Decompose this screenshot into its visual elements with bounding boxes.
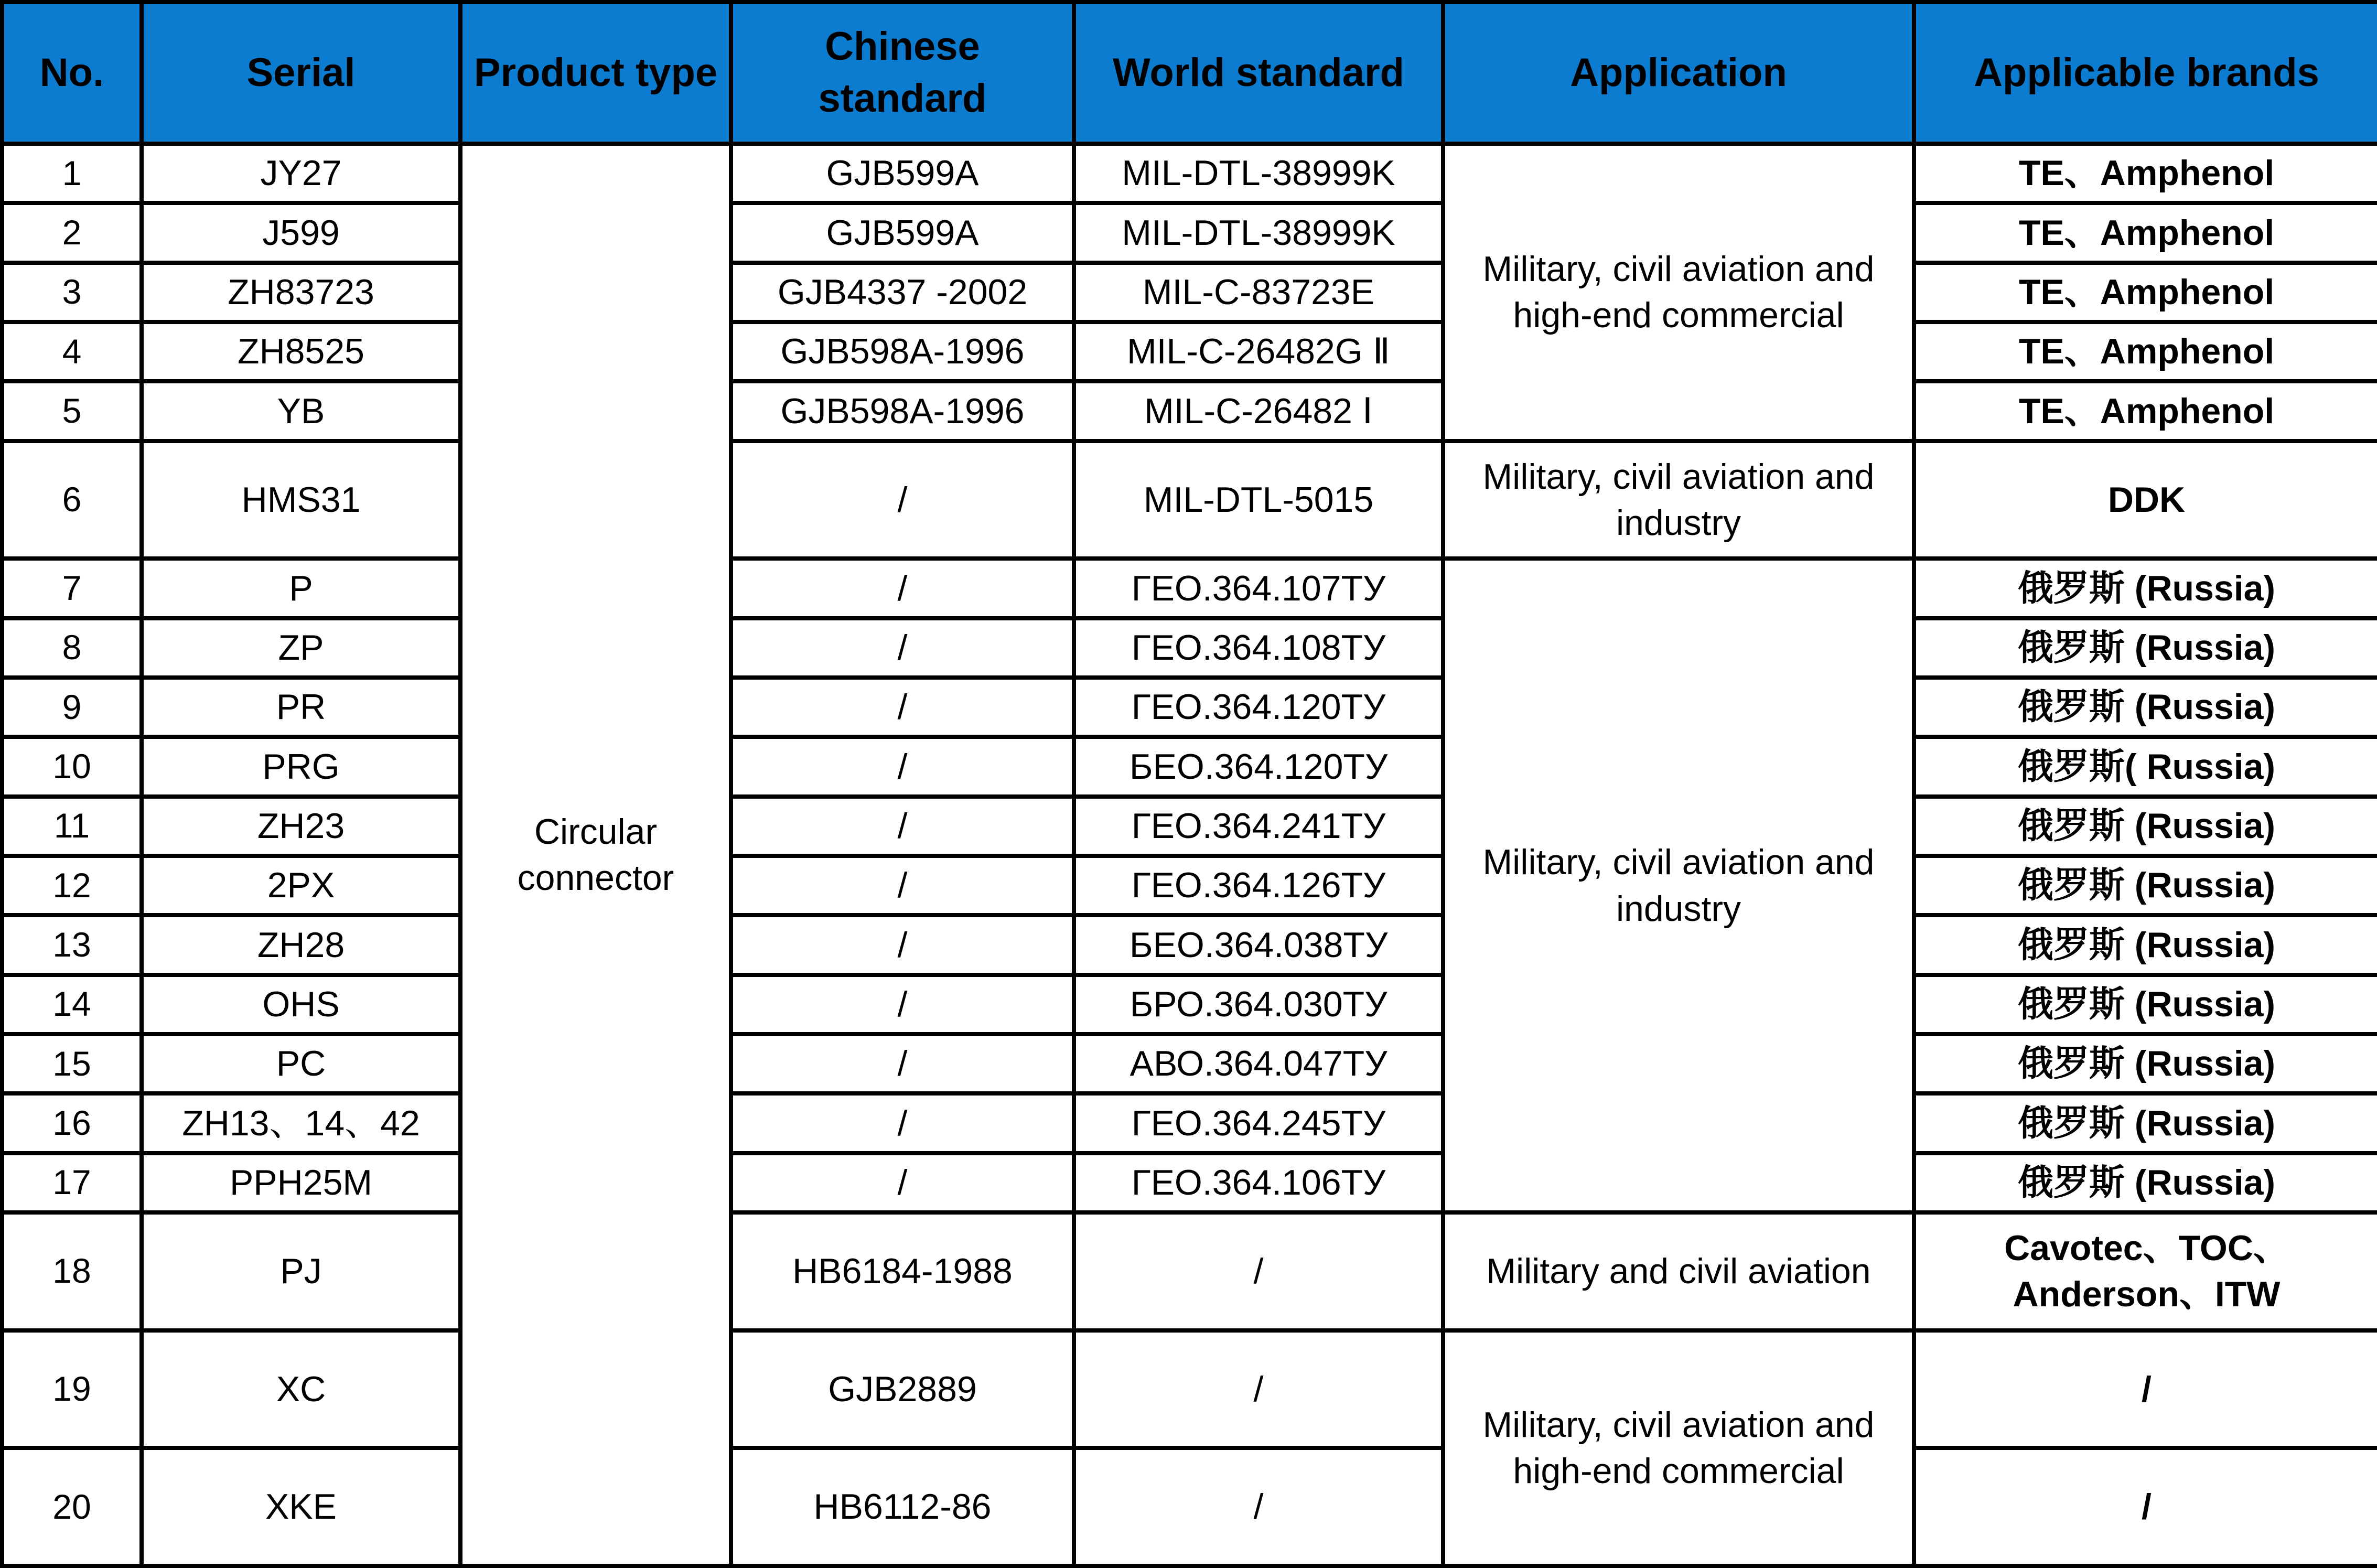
cell-chinese-standard: / [731, 1153, 1074, 1212]
cell-application: Military, civil aviation and industry [1443, 441, 1914, 559]
cell-brand: 俄罗斯 (Russia) [1914, 1093, 2377, 1153]
cell-world-standard: АВО.364.047ТУ [1074, 1034, 1443, 1093]
cell-chinese-standard: / [731, 678, 1074, 737]
cell-world-standard: MIL-DTL-38999K [1074, 203, 1443, 262]
cell-no: 16 [2, 1093, 142, 1153]
cell-chinese-standard: GJB4337 -2002 [731, 263, 1074, 322]
cell-serial: ZH13、14、42 [142, 1093, 460, 1153]
cell-world-standard: ГЕО.364.120ТУ [1074, 678, 1443, 737]
cell-serial: ZH8525 [142, 322, 460, 381]
table-row [2, 322, 2377, 381]
cell-serial: HMS31 [142, 441, 460, 559]
table-row [2, 618, 2377, 678]
cell-brand: 俄罗斯( Russia) [1914, 737, 2377, 796]
cell-brand: 俄罗斯 (Russia) [1914, 797, 2377, 856]
table-row [2, 1153, 2377, 1212]
cell-serial: ZP [142, 618, 460, 678]
cell-serial: P [142, 559, 460, 618]
cell-application: Military, civil aviation and high-end commercial [1443, 144, 1914, 441]
cell-chinese-standard: GJB599A [731, 203, 1074, 262]
cell-chinese-standard: / [731, 441, 1074, 559]
header-serial: Serial [142, 2, 460, 144]
cell-chinese-standard: / [731, 915, 1074, 974]
cell-brand: 俄罗斯 (Russia) [1914, 1153, 2377, 1212]
table-row [2, 737, 2377, 796]
cell-no: 9 [2, 678, 142, 737]
cell-application: Military and civil aviation [1443, 1212, 1914, 1330]
cell-world-standard: ГЕО.364.106ТУ [1074, 1153, 1443, 1212]
cell-no: 19 [2, 1330, 142, 1448]
cell-no: 8 [2, 618, 142, 678]
cell-chinese-standard: / [731, 737, 1074, 796]
cell-no: 3 [2, 263, 142, 322]
cell-chinese-standard: / [731, 797, 1074, 856]
cell-no: 4 [2, 322, 142, 381]
header-world-standard: World standard [1074, 2, 1443, 144]
table-row [2, 1330, 2377, 1448]
header-applicable-brands: Applicable brands [1914, 2, 2377, 144]
cell-serial: PJ [142, 1212, 460, 1330]
table-row [2, 856, 2377, 915]
cell-brand: 俄罗斯 (Russia) [1914, 856, 2377, 915]
cell-world-standard: ГЕО.364.241ТУ [1074, 797, 1443, 856]
cell-no: 5 [2, 381, 142, 441]
cell-world-standard: ГЕО.364.126ТУ [1074, 856, 1443, 915]
cell-brand: 俄罗斯 (Russia) [1914, 559, 2377, 618]
table-row [2, 1212, 2377, 1330]
cell-chinese-standard: HB6184-1988 [731, 1212, 1074, 1330]
cell-world-standard: / [1074, 1448, 1443, 1566]
cell-world-standard: БЕО.364.038ТУ [1074, 915, 1443, 974]
cell-no: 14 [2, 975, 142, 1034]
table-row [2, 1448, 2377, 1566]
cell-world-standard: ГЕО.364.108ТУ [1074, 618, 1443, 678]
table-row [2, 915, 2377, 974]
cell-world-standard: MIL-DTL-38999K [1074, 144, 1443, 203]
table-row [2, 203, 2377, 262]
table-row [2, 144, 2377, 203]
header-product-type: Product type [460, 2, 731, 144]
cell-brand: TE、Amphenol [1914, 322, 2377, 381]
cell-brand: Cavotec、TOC、Anderson、ITW [1914, 1212, 2377, 1330]
cell-serial: OHS [142, 975, 460, 1034]
cell-brand: / [1914, 1448, 2377, 1566]
cell-brand: 俄罗斯 (Russia) [1914, 1034, 2377, 1093]
table-row [2, 559, 2377, 618]
cell-serial: PR [142, 678, 460, 737]
cell-application: Military, civil aviation and industry [1443, 559, 1914, 1212]
cell-brand: 俄罗斯 (Russia) [1914, 618, 2377, 678]
cell-chinese-standard: / [731, 856, 1074, 915]
cell-world-standard: MIL-C-83723E [1074, 263, 1443, 322]
cell-brand: TE、Amphenol [1914, 381, 2377, 441]
cell-serial: ZH83723 [142, 263, 460, 322]
cell-world-standard: MIL-DTL-5015 [1074, 441, 1443, 559]
cell-chinese-standard: / [731, 975, 1074, 1034]
header-application: Application [1443, 2, 1914, 144]
cell-no: 13 [2, 915, 142, 974]
cell-brand: TE、Amphenol [1914, 203, 2377, 262]
cell-no: 12 [2, 856, 142, 915]
cell-serial: ZH23 [142, 797, 460, 856]
cell-world-standard: БЕО.364.120ТУ [1074, 737, 1443, 796]
cell-world-standard: / [1074, 1212, 1443, 1330]
cell-no: 17 [2, 1153, 142, 1212]
table-row [2, 975, 2377, 1034]
cell-world-standard: ГЕО.364.107ТУ [1074, 559, 1443, 618]
cell-serial: ZH28 [142, 915, 460, 974]
table-row [2, 263, 2377, 322]
cell-chinese-standard: HB6112-86 [731, 1448, 1074, 1566]
table-row [2, 1093, 2377, 1153]
table-row [2, 678, 2377, 737]
cell-serial: J599 [142, 203, 460, 262]
cell-no: 15 [2, 1034, 142, 1093]
cell-serial: PC [142, 1034, 460, 1093]
cell-no: 11 [2, 797, 142, 856]
cell-brand: 俄罗斯 (Russia) [1914, 975, 2377, 1034]
cell-brand: 俄罗斯 (Russia) [1914, 678, 2377, 737]
cell-serial: JY27 [142, 144, 460, 203]
cell-world-standard: ГЕО.364.245ТУ [1074, 1093, 1443, 1153]
cell-chinese-standard: / [731, 1034, 1074, 1093]
cell-brand: DDK [1914, 441, 2377, 559]
table-row [2, 441, 2377, 559]
cell-world-standard: MIL-C-26482G Ⅱ [1074, 322, 1443, 381]
cell-serial: XC [142, 1330, 460, 1448]
cell-no: 1 [2, 144, 142, 203]
cell-brand: 俄罗斯 (Russia) [1914, 915, 2377, 974]
cell-chinese-standard: GJB2889 [731, 1330, 1074, 1448]
cell-world-standard: БРО.364.030ТУ [1074, 975, 1443, 1034]
cell-no: 18 [2, 1212, 142, 1330]
cell-serial: 2PX [142, 856, 460, 915]
header-row [2, 2, 2377, 144]
table-row [2, 1034, 2377, 1093]
cell-serial: XKE [142, 1448, 460, 1566]
cell-no: 7 [2, 559, 142, 618]
header-no: No. [2, 2, 142, 144]
cell-serial: PRG [142, 737, 460, 796]
cell-brand: TE、Amphenol [1914, 144, 2377, 203]
cell-chinese-standard: / [731, 618, 1074, 678]
cell-product-type: Circular connector [460, 144, 731, 1566]
cell-chinese-standard: GJB598A-1996 [731, 322, 1074, 381]
cell-no: 2 [2, 203, 142, 262]
cell-no: 6 [2, 441, 142, 559]
cell-no: 10 [2, 737, 142, 796]
header-chinese-standard: Chinese standard [731, 2, 1074, 144]
cell-chinese-standard: GJB598A-1996 [731, 381, 1074, 441]
cell-chinese-standard: / [731, 1093, 1074, 1153]
cell-no: 20 [2, 1448, 142, 1566]
cell-application: Military, civil aviation and high-end commercial [1443, 1330, 1914, 1566]
cell-chinese-standard: GJB599A [731, 144, 1074, 203]
table-row [2, 797, 2377, 856]
cell-brand: TE、Amphenol [1914, 263, 2377, 322]
cell-world-standard: MIL-C-26482 Ⅰ [1074, 381, 1443, 441]
cell-brand: / [1914, 1330, 2377, 1448]
table-row [2, 381, 2377, 441]
cell-world-standard: / [1074, 1330, 1443, 1448]
cell-serial: PPH25M [142, 1153, 460, 1212]
cell-chinese-standard: / [731, 559, 1074, 618]
cell-serial: YB [142, 381, 460, 441]
